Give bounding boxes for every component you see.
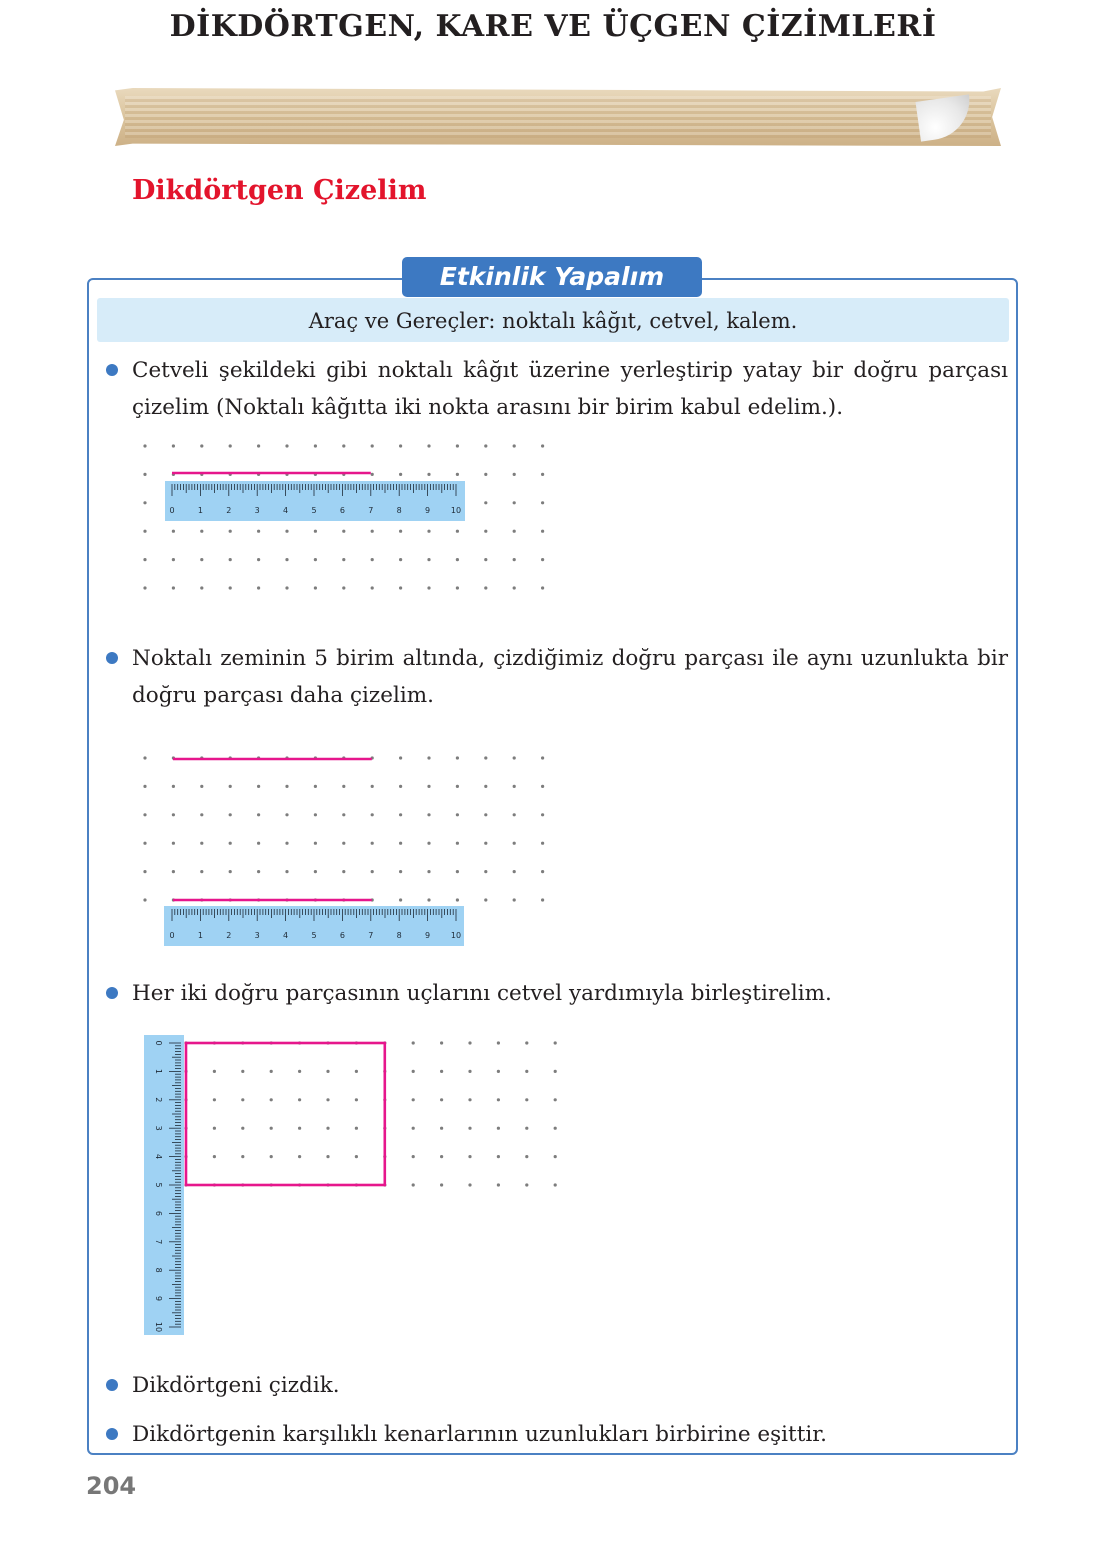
- grid-dot: [456, 473, 459, 476]
- ruler-number: 7: [368, 506, 374, 515]
- step-4-text: Dikdörtgeni çizdik.: [132, 1373, 340, 1398]
- ruler-number: 2: [154, 1097, 163, 1103]
- chapter-title: DİKDÖRTGEN, KARE VE ÜÇGEN ÇİZİMLERİ: [169, 9, 937, 44]
- ruler-number: 8: [396, 506, 402, 515]
- grid-dot: [427, 813, 430, 816]
- grid-dot: [440, 1041, 443, 1044]
- grid-dot: [554, 1041, 557, 1044]
- grid-dot: [399, 898, 402, 901]
- ruler-number: 6: [154, 1210, 163, 1216]
- ruler-number: 1: [154, 1068, 163, 1074]
- grid-dot: [314, 842, 317, 845]
- grid-dot: [484, 473, 487, 476]
- grid-dot: [513, 444, 516, 447]
- grid-dot: [513, 785, 516, 788]
- ruler-number: 10: [154, 1321, 163, 1333]
- grid-dot: [285, 842, 288, 845]
- grid-dot: [541, 586, 544, 589]
- grid-dot: [229, 530, 232, 533]
- ruler-number: 6: [339, 506, 345, 515]
- step-1-text: Cetveli şekildeki gibi noktalı kâğıt üzerine yerleştirip yatay bir doğru parçası çizelim (Noktalı kâğıtta iki nokta arasını bir birim kabul edelim.).: [132, 358, 1008, 420]
- grid-dot: [241, 1155, 244, 1158]
- grid-dot: [468, 1155, 471, 1158]
- ruler-number: 1: [197, 931, 203, 940]
- grid-dot: [257, 842, 260, 845]
- grid-dot: [326, 1155, 329, 1158]
- grid-dot: [399, 473, 402, 476]
- grid-dot: [200, 444, 203, 447]
- grid-dot: [456, 558, 459, 561]
- grid-dot: [355, 1070, 358, 1073]
- grid-dot: [200, 813, 203, 816]
- ruler-number: 0: [154, 1040, 163, 1046]
- grid-dot: [484, 870, 487, 873]
- grid-dot: [513, 842, 516, 845]
- grid-dot: [213, 1127, 216, 1130]
- grid-dot: [342, 785, 345, 788]
- grid-dot: [298, 1127, 301, 1130]
- ruler-number: 4: [283, 931, 289, 940]
- grid-dot: [525, 1041, 528, 1044]
- grid-dot: [241, 1070, 244, 1073]
- grid-dot: [285, 785, 288, 788]
- grid-dot: [440, 1155, 443, 1158]
- grid-dot: [143, 586, 146, 589]
- grid-dot: [399, 558, 402, 561]
- ruler-number: 3: [254, 931, 260, 940]
- grid-dot: [399, 785, 402, 788]
- grid-dot: [440, 1070, 443, 1073]
- ruler-number: 7: [368, 931, 374, 940]
- grid-dot: [172, 785, 175, 788]
- grid-dot: [541, 444, 544, 447]
- grid-dot: [314, 586, 317, 589]
- grid-dot: [412, 1127, 415, 1130]
- grid-dot: [554, 1127, 557, 1130]
- grid-dot: [541, 473, 544, 476]
- ruler-number: 2: [226, 506, 232, 515]
- grid-dot: [342, 813, 345, 816]
- grid-dot: [399, 870, 402, 873]
- grid-dot: [456, 444, 459, 447]
- grid-dot: [412, 1098, 415, 1101]
- grid-dot: [554, 1155, 557, 1158]
- grid-dot: [371, 813, 374, 816]
- ruler-number: 10: [450, 506, 462, 515]
- grid-dot: [143, 444, 146, 447]
- grid-dot: [399, 586, 402, 589]
- grid-dot: [399, 530, 402, 533]
- grid-dot: [200, 842, 203, 845]
- ruler-number: 2: [226, 931, 232, 940]
- ruler-number: 5: [311, 931, 317, 940]
- grid-dot: [513, 756, 516, 759]
- ruler-number: 9: [425, 931, 431, 940]
- grid-dot: [513, 586, 516, 589]
- grid-dot: [554, 1098, 557, 1101]
- grid-dot: [525, 1127, 528, 1130]
- grid-dot: [172, 870, 175, 873]
- ruler-number: 1: [197, 506, 203, 515]
- grid-dot: [371, 785, 374, 788]
- grid-dot: [497, 1155, 500, 1158]
- grid-dot: [484, 586, 487, 589]
- grid-dot: [143, 842, 146, 845]
- grid-dot: [513, 501, 516, 504]
- grid-dot: [285, 813, 288, 816]
- ruler-number: 0: [169, 931, 175, 940]
- grid-dot: [541, 756, 544, 759]
- step-3-text: Her iki doğru parçasının uçlarını cetvel yardımıyla birleştirelim.: [132, 981, 832, 1006]
- grid-dot: [229, 813, 232, 816]
- grid-dot: [412, 1155, 415, 1158]
- grid-dot: [525, 1098, 528, 1101]
- grid-dot: [285, 870, 288, 873]
- grid-dot: [497, 1070, 500, 1073]
- grid-dot: [399, 756, 402, 759]
- grid-dot: [229, 870, 232, 873]
- grid-dot: [497, 1098, 500, 1101]
- grid-dot: [200, 586, 203, 589]
- grid-dot: [427, 842, 430, 845]
- grid-dot: [257, 870, 260, 873]
- grid-dot: [143, 530, 146, 533]
- grid-dot: [541, 558, 544, 561]
- grid-dot: [314, 813, 317, 816]
- grid-dot: [257, 785, 260, 788]
- grid-dot: [143, 558, 146, 561]
- ruler-number: 3: [154, 1125, 163, 1131]
- grid-dot: [355, 1155, 358, 1158]
- grid-dot: [298, 1098, 301, 1101]
- ruler-body: [165, 481, 465, 521]
- grid-dot: [456, 870, 459, 873]
- ruler-number: 3: [254, 506, 260, 515]
- ruler-number: 9: [154, 1296, 163, 1302]
- section-title: Dikdörtgen Çizelim: [132, 175, 427, 206]
- grid-dot: [257, 558, 260, 561]
- grid-dot: [399, 813, 402, 816]
- grid-dot: [229, 558, 232, 561]
- grid-dot: [484, 558, 487, 561]
- grid-dot: [371, 473, 374, 476]
- grid-dot: [541, 785, 544, 788]
- grid-dot: [525, 1183, 528, 1186]
- grid-dot: [270, 1155, 273, 1158]
- grid-dot: [143, 898, 146, 901]
- grid-dot: [143, 501, 146, 504]
- grid-dot: [541, 870, 544, 873]
- grid-dot: [456, 898, 459, 901]
- ruler-number: 0: [169, 506, 175, 515]
- grid-dot: [440, 1098, 443, 1101]
- grid-dot: [497, 1127, 500, 1130]
- grid-dot: [427, 756, 430, 759]
- grid-dot: [484, 842, 487, 845]
- tools-list: Araç ve Gereçler: noktalı kâğıt, cetvel, kalem.: [97, 298, 1009, 342]
- grid-dot: [371, 444, 374, 447]
- grid-dot: [525, 1070, 528, 1073]
- grid-dot: [427, 444, 430, 447]
- grid-dot: [399, 444, 402, 447]
- grid-dot: [468, 1041, 471, 1044]
- ruler-number: 10: [450, 931, 462, 940]
- grid-dot: [513, 870, 516, 873]
- grid-dot: [314, 870, 317, 873]
- grid-dot: [143, 785, 146, 788]
- grid-dot: [342, 558, 345, 561]
- grid-dot: [513, 898, 516, 901]
- grid-dot: [257, 586, 260, 589]
- grid-dot: [342, 842, 345, 845]
- grid-dot: [314, 558, 317, 561]
- grid-dot: [229, 842, 232, 845]
- grid-dot: [554, 1183, 557, 1186]
- grid-dot: [427, 558, 430, 561]
- grid-dot: [468, 1127, 471, 1130]
- grid-dot: [497, 1183, 500, 1186]
- grid-dot: [468, 1183, 471, 1186]
- ruler-number: 4: [154, 1154, 163, 1160]
- grid-dot: [172, 530, 175, 533]
- grid-dot: [440, 1183, 443, 1186]
- grid-dot: [257, 530, 260, 533]
- grid-dot: [326, 1098, 329, 1101]
- grid-dot: [525, 1155, 528, 1158]
- grid-dot: [541, 898, 544, 901]
- grid-dot: [229, 444, 232, 447]
- grid-dot: [172, 444, 175, 447]
- grid-dot: [298, 1070, 301, 1073]
- grid-dot: [412, 1070, 415, 1073]
- grid-dot: [427, 870, 430, 873]
- grid-dot: [270, 1098, 273, 1101]
- grid-dot: [484, 813, 487, 816]
- grid-dot: [314, 444, 317, 447]
- grid-dot: [427, 586, 430, 589]
- grid-dot: [412, 1041, 415, 1044]
- grid-dot: [371, 842, 374, 845]
- grid-dot: [172, 813, 175, 816]
- grid-dot: [241, 1098, 244, 1101]
- grid-dot: [468, 1098, 471, 1101]
- grid-dot: [257, 444, 260, 447]
- grid-dot: [200, 558, 203, 561]
- grid-dot: [143, 756, 146, 759]
- grid-dot: [427, 473, 430, 476]
- grid-dot: [541, 813, 544, 816]
- grid-dot: [342, 870, 345, 873]
- grid-dot: [326, 1127, 329, 1130]
- grid-dot: [143, 813, 146, 816]
- grid-dot: [342, 530, 345, 533]
- grid-dot: [412, 1183, 415, 1186]
- grid-dot: [285, 530, 288, 533]
- ruler-number: 8: [396, 931, 402, 940]
- grid-dot: [342, 586, 345, 589]
- grid-dot: [172, 586, 175, 589]
- grid-dot: [213, 1155, 216, 1158]
- grid-dot: [342, 444, 345, 447]
- grid-dot: [484, 785, 487, 788]
- grid-dot: [355, 1127, 358, 1130]
- grid-dot: [298, 1155, 301, 1158]
- activity-tab-label: Etkinlik Yapalım: [402, 257, 702, 297]
- grid-dot: [456, 756, 459, 759]
- grid-dot: [513, 530, 516, 533]
- grid-dot: [456, 842, 459, 845]
- grid-dot: [270, 1127, 273, 1130]
- grid-dot: [213, 1098, 216, 1101]
- grid-dot: [371, 586, 374, 589]
- grid-dot: [468, 1070, 471, 1073]
- grid-dot: [200, 530, 203, 533]
- grid-dot: [314, 530, 317, 533]
- grid-dot: [484, 530, 487, 533]
- grid-dot: [213, 1070, 216, 1073]
- grid-dot: [484, 501, 487, 504]
- rectangle: [186, 1043, 385, 1185]
- ruler-number: 5: [154, 1182, 163, 1188]
- ruler-number: 6: [339, 931, 345, 940]
- grid-dot: [355, 1098, 358, 1101]
- grid-dot: [200, 870, 203, 873]
- grid-dot: [497, 1041, 500, 1044]
- grid-dot: [427, 785, 430, 788]
- grid-dot: [513, 473, 516, 476]
- grid-dot: [427, 530, 430, 533]
- grid-dot: [484, 444, 487, 447]
- grid-dot: [513, 813, 516, 816]
- grid-dot: [172, 558, 175, 561]
- ruler-number: 5: [311, 506, 317, 515]
- grid-dot: [456, 785, 459, 788]
- grid-dot: [513, 558, 516, 561]
- ruler-number: 7: [154, 1239, 163, 1245]
- grid-dot: [371, 558, 374, 561]
- grid-dot: [427, 898, 430, 901]
- grid-dot: [326, 1070, 329, 1073]
- ruler-number: 8: [154, 1267, 163, 1273]
- grid-dot: [229, 785, 232, 788]
- grid-dot: [456, 813, 459, 816]
- page-number: 204: [86, 1472, 137, 1500]
- grid-dot: [541, 530, 544, 533]
- grid-dot: [456, 586, 459, 589]
- grid-dot: [285, 558, 288, 561]
- grid-dot: [484, 898, 487, 901]
- grid-dot: [440, 1127, 443, 1130]
- step-5-text: Dikdörtgenin karşılıklı kenarlarının uzunlukları birbirine eşittir.: [132, 1422, 827, 1447]
- grid-dot: [229, 586, 232, 589]
- grid-dot: [554, 1070, 557, 1073]
- grid-dot: [143, 870, 146, 873]
- grid-dot: [541, 501, 544, 504]
- grid-dot: [484, 756, 487, 759]
- grid-dot: [143, 473, 146, 476]
- grid-dot: [456, 530, 459, 533]
- grid-dot: [399, 842, 402, 845]
- grid-dot: [285, 586, 288, 589]
- ruler-number: 9: [425, 506, 431, 515]
- grid-dot: [541, 842, 544, 845]
- grid-dot: [257, 813, 260, 816]
- grid-dot: [270, 1070, 273, 1073]
- ruler-number: 4: [283, 506, 289, 515]
- grid-dot: [371, 870, 374, 873]
- grid-dot: [314, 785, 317, 788]
- grid-dot: [172, 842, 175, 845]
- grid-dot: [200, 785, 203, 788]
- grid-dot: [371, 530, 374, 533]
- grid-dot: [285, 444, 288, 447]
- step-2-text: Noktalı zeminin 5 birim altında, çizdiğimiz doğru parçası ile aynı uzunlukta bir doğru parçası daha çizelim.: [132, 646, 1008, 708]
- grid-dot: [241, 1127, 244, 1130]
